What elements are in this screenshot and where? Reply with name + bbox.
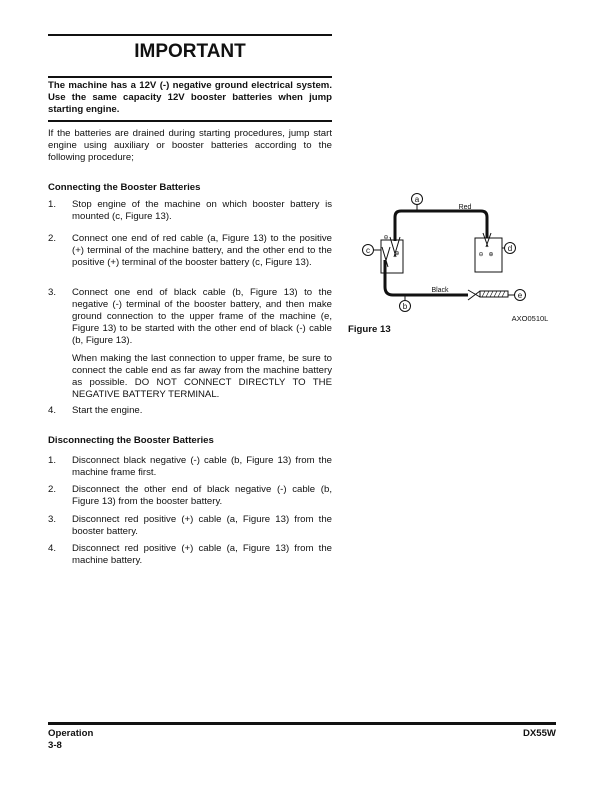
footer-page-number: 3-8 xyxy=(48,740,62,751)
red-label: Red xyxy=(458,204,472,211)
label-c: c xyxy=(366,246,370,255)
minus-icon: ⊖ xyxy=(383,235,389,241)
list-number: 1. xyxy=(48,199,57,210)
list-item: Connect one end of red cable (a, Figure 13) to the positive (+) terminal of the machine battery, and the other end to the positive (+) terminal of the booster battery (c, Figure 13). xyxy=(72,233,332,268)
list-number: 1. xyxy=(48,455,57,466)
label-d: d xyxy=(507,244,513,253)
list-number: 3. xyxy=(48,287,57,298)
figure-caption: Figure 13 xyxy=(348,324,391,335)
note-paragraph: When making the last connection to upper frame, be sure to connect the cable end as far away from the machine battery as possible. DO NOT CONNECT DIRECTLY TO THE NEGATIVE BATTERY TERMINAL. xyxy=(72,353,332,400)
list-number: 2. xyxy=(48,484,57,495)
footer-model: DX55W xyxy=(522,728,556,739)
important-title: IMPORTANT xyxy=(134,41,246,62)
list-item: Disconnect the other end of black negative (-) cable (b, Figure 13) from the booster battery. xyxy=(72,484,332,507)
footer-rule xyxy=(48,722,556,725)
list-number: 3. xyxy=(48,514,57,525)
plus-icon: ⊕ xyxy=(488,252,494,258)
list-number: 4. xyxy=(48,405,57,416)
list-item: Stop engine of the machine on which booster battery is mounted (c, Figure 13). xyxy=(72,199,332,222)
connecting-heading: Connecting the Booster Batteries xyxy=(48,182,201,193)
booster-battery-diagram xyxy=(350,185,560,325)
minus-icon: ⊖ xyxy=(478,252,484,258)
important-text: The machine has a 12V (-) negative ground electrical system. Use the same capacity 12V booster batteries when jump starting engine. xyxy=(48,80,332,115)
label-e: e xyxy=(517,291,523,300)
red-cable xyxy=(395,211,487,241)
disconnecting-heading: Disconnecting the Booster Batteries xyxy=(48,435,214,446)
list-item: Start the engine. xyxy=(72,405,143,416)
divider xyxy=(48,76,332,78)
list-number: 4. xyxy=(48,543,57,554)
list-item: Connect one end of black cable (b, Figure 13) to the negative (-) terminal of the booster battery, and then make ground connection to the upper frame of the machine (e, Figure 13) to be started with the other end of black (-) cable (b, Figure 13). xyxy=(72,287,332,346)
black-cable xyxy=(385,260,468,295)
divider xyxy=(48,34,332,36)
plus-icon: ⊕ xyxy=(394,251,400,257)
figure-code: AXO0510L xyxy=(511,314,549,323)
list-item: Disconnect black negative (-) cable (b, Figure 13) from the machine frame first. xyxy=(72,455,332,478)
label-a: a xyxy=(414,195,420,204)
list-item: Disconnect red positive (+) cable (a, Figure 13) from the booster battery. xyxy=(72,514,332,537)
list-item: Disconnect red positive (+) cable (a, Figure 13) from the machine battery. xyxy=(72,543,332,566)
label-b: b xyxy=(402,302,408,311)
black-label: Black xyxy=(431,287,449,294)
list-number: 2. xyxy=(48,233,57,244)
divider xyxy=(48,120,332,122)
intro-paragraph: If the batteries are drained during starting procedures, jump start engine using auxiliary or booster batteries according to the following procedure; xyxy=(48,128,332,163)
footer-section: Operation xyxy=(48,728,94,739)
